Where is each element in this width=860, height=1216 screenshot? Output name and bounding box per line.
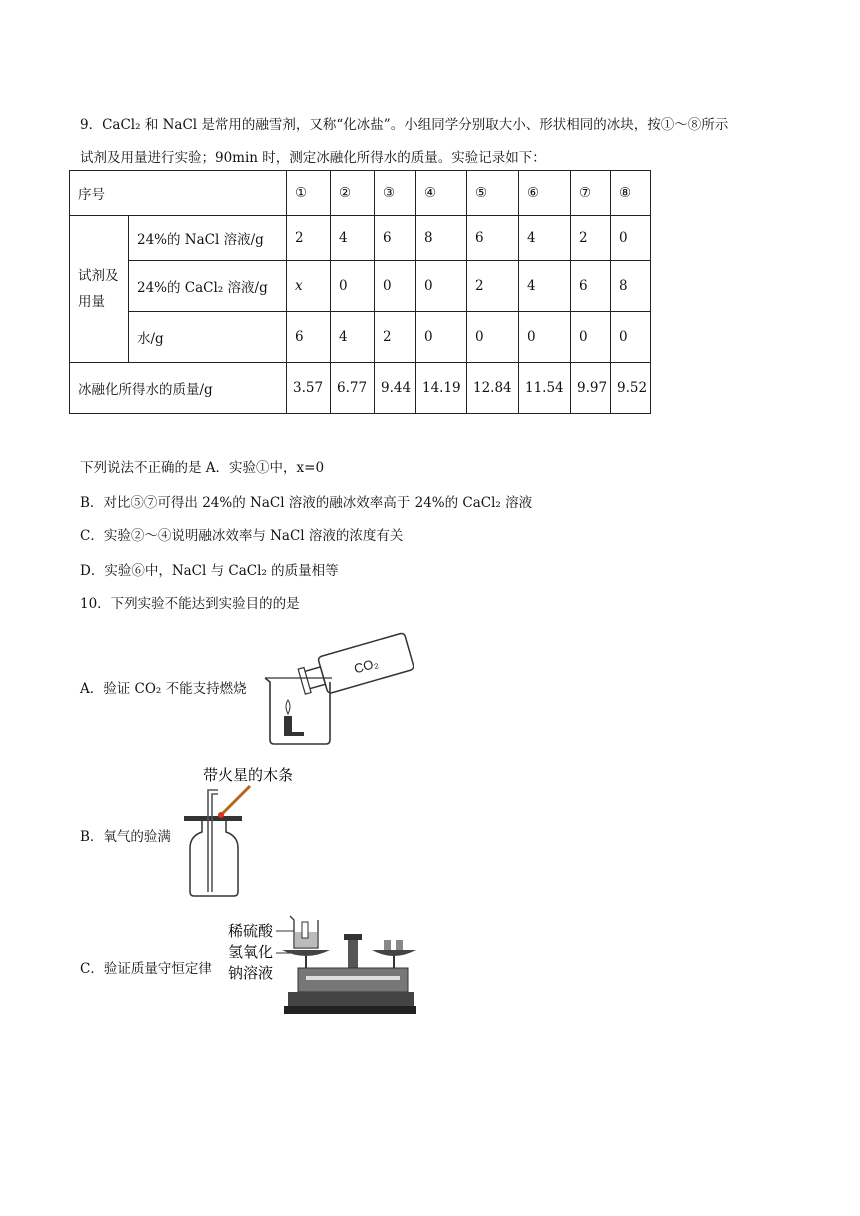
table-cell: 11.54 bbox=[519, 363, 571, 414]
table-cell: 6 bbox=[571, 261, 611, 312]
table-cell: 0 bbox=[416, 312, 467, 363]
q9-stem-line2: 试剂及用量进行实验；90min 时，测定冰融化所得水的质量。实验记录如下： bbox=[80, 150, 546, 166]
table-cell: 6 bbox=[375, 216, 416, 261]
group-label-line1: 试剂及 bbox=[78, 268, 119, 284]
table-cell: 6 bbox=[467, 216, 519, 261]
header-label: 序号 bbox=[70, 171, 287, 216]
col-header: ④ bbox=[416, 171, 467, 216]
q9-stem-line1: 9．CaCl₂ 和 NaCl 是常用的融雪剂，又称“化冰盐”。小组同学分别取大小、形状相同的冰块，按①～⑧所示 bbox=[80, 117, 729, 133]
balance-figure bbox=[276, 912, 416, 1020]
result-label: 冰融化所得水的质量/g bbox=[70, 363, 287, 414]
group-label-line2: 用量 bbox=[78, 294, 105, 310]
balance-labels bbox=[228, 921, 273, 984]
col-header: ⑤ bbox=[467, 171, 519, 216]
q9-option-b: B．对比⑤⑦可得出 24%的 NaCl 溶液的融冰效率高于 24%的 CaCl₂ 溶液 bbox=[80, 495, 533, 511]
table-cell: 4 bbox=[519, 261, 571, 312]
sodium-hydroxide-label-1: 氢氧化 bbox=[228, 943, 274, 961]
col-header: ⑥ bbox=[519, 171, 571, 216]
table-cell: 14.19 bbox=[416, 363, 467, 414]
table-cell: 9.52 bbox=[611, 363, 651, 414]
q9-prompt-option-a: 下列说法不正确的是 A．实验①中，x=0 bbox=[80, 460, 325, 476]
table-cell: 8 bbox=[416, 216, 467, 261]
table-cell: 2 bbox=[571, 216, 611, 261]
table-cell: 0 bbox=[467, 312, 519, 363]
table-header-row bbox=[70, 171, 651, 216]
co2-bottle-label: CO₂ bbox=[352, 655, 381, 677]
table-cell bbox=[287, 261, 331, 312]
col-header: ⑧ bbox=[611, 171, 651, 216]
q10-option-b: B．氧气的验满 bbox=[80, 829, 171, 845]
wooden-splint-caption: 带火星的木条 bbox=[203, 766, 294, 784]
table-row bbox=[70, 261, 651, 312]
q10-option-a: A．验证 CO₂ 不能支持燃烧 bbox=[80, 681, 247, 697]
row-label: 24%的 CaCl₂ 溶液/g bbox=[129, 261, 287, 312]
oxygen-check-figure bbox=[180, 784, 260, 898]
table-cell: 0 bbox=[519, 312, 571, 363]
q10-stem: 10．下列实验不能达到实验目的的是 bbox=[80, 596, 300, 612]
col-header: ① bbox=[287, 171, 331, 216]
table-cell: 4 bbox=[331, 312, 375, 363]
table-cell: 2 bbox=[287, 216, 331, 261]
table-cell: 9.97 bbox=[571, 363, 611, 414]
table-cell: 12.84 bbox=[467, 363, 519, 414]
table-cell: 0 bbox=[375, 261, 416, 312]
table-cell: 0 bbox=[416, 261, 467, 312]
table-cell: 0 bbox=[571, 312, 611, 363]
table-cell: 0 bbox=[611, 216, 651, 261]
sodium-hydroxide-label-2: 钠溶液 bbox=[228, 964, 274, 982]
col-header: ② bbox=[331, 171, 375, 216]
table-cell: 4 bbox=[331, 216, 375, 261]
dilute-sulfuric-acid-label: 稀硫酸 bbox=[228, 922, 274, 940]
table-cell: 6 bbox=[287, 312, 331, 363]
row-label: 24%的 NaCl 溶液/g bbox=[129, 216, 287, 261]
table-row bbox=[70, 312, 651, 363]
experiment-table bbox=[69, 170, 651, 414]
group-label bbox=[70, 216, 129, 363]
table-row bbox=[70, 363, 651, 414]
table-cell: 0 bbox=[331, 261, 375, 312]
col-header: ⑦ bbox=[571, 171, 611, 216]
q9-option-d: D．实验⑥中，NaCl 与 CaCl₂ 的质量相等 bbox=[80, 563, 339, 579]
row-label: 水/g bbox=[129, 312, 287, 363]
table-cell: 3.57 bbox=[287, 363, 331, 414]
table-row bbox=[70, 216, 651, 261]
table-cell: 0 bbox=[611, 312, 651, 363]
table-cell: 9.44 bbox=[375, 363, 416, 414]
variable-x: x bbox=[295, 278, 303, 294]
q9-option-c: C．实验②～④说明融冰效率与 NaCl 溶液的浓度有关 bbox=[80, 528, 404, 544]
table-cell: 6.77 bbox=[331, 363, 375, 414]
table-cell: 8 bbox=[611, 261, 651, 312]
q10-option-c: C．验证质量守恒定律 bbox=[80, 961, 212, 977]
co2-pour-figure bbox=[262, 626, 414, 748]
col-header: ③ bbox=[375, 171, 416, 216]
table-cell: 2 bbox=[375, 312, 416, 363]
table-cell: 4 bbox=[519, 216, 571, 261]
table-cell: 2 bbox=[467, 261, 519, 312]
